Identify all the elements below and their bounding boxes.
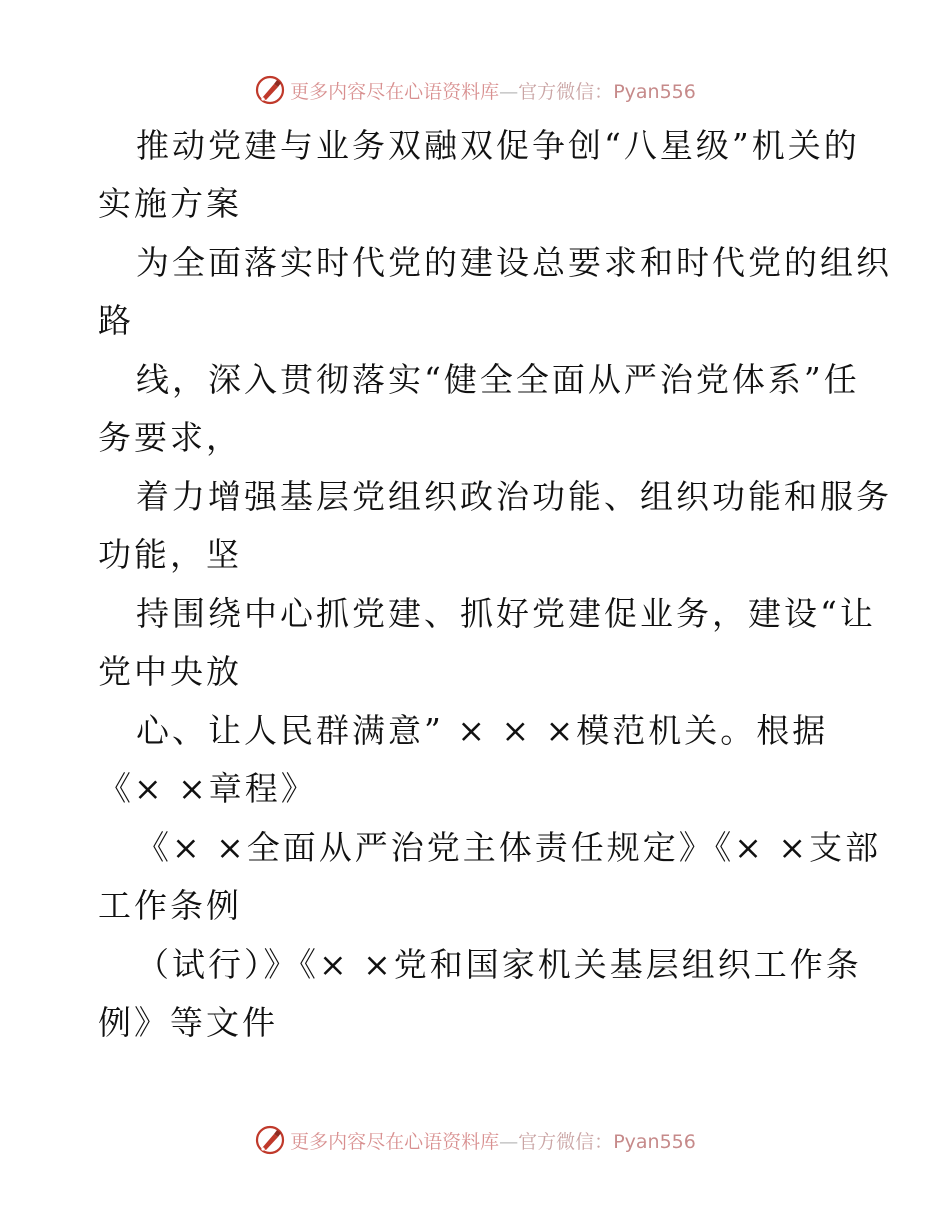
paragraph-line: 路 xyxy=(98,301,134,340)
watermark-footer xyxy=(0,1120,950,1160)
paragraph-line: 为全面落实时代党的建设总要求和时代党的组织 xyxy=(136,243,892,282)
paragraph-line: 实施方案 xyxy=(98,184,242,223)
paragraph-line: 功能，坚 xyxy=(98,535,242,574)
paragraph-line: 心、让人民群满意” × × ×模范机关。根据 xyxy=(136,711,829,750)
watermark-contact: Pyan556 xyxy=(613,1130,696,1153)
watermark-header xyxy=(0,70,950,110)
paragraph-line: 务要求， xyxy=(98,418,242,457)
watermark-brand: 更多内容尽在心语资料库 xyxy=(290,80,500,103)
paragraph-line: 工作条例 xyxy=(98,886,242,925)
watermark-text xyxy=(290,77,696,104)
paragraph-line: 党中央放 xyxy=(98,652,242,691)
paragraph-line: （试行）》《× ×党和国家机关基层组织工作条 xyxy=(136,945,862,984)
paragraph-line: 着力增强基层党组织政治功能、组织功能和服务 xyxy=(136,477,892,516)
paragraph-line: 《× ×全面从严治党主体责任规定》《× ×支部 xyxy=(136,828,882,867)
watermark-text xyxy=(290,1127,696,1154)
pen-logo-icon xyxy=(254,74,286,106)
watermark-sub: 官方微信： xyxy=(518,1130,614,1153)
paragraph-line: 例》等文件 xyxy=(98,1003,278,1042)
watermark-contact: Pyan556 xyxy=(613,80,696,103)
pen-logo-icon xyxy=(254,1124,286,1156)
watermark-sub: 官方微信： xyxy=(518,80,614,103)
watermark-dash: — xyxy=(499,80,519,103)
watermark-brand: 更多内容尽在心语资料库 xyxy=(290,1130,500,1153)
paragraph-line: 持围绕中心抓党建、抓好党建促业务，建设“让 xyxy=(136,594,876,633)
paragraph-line: 《× ×章程》 xyxy=(98,769,317,808)
paragraph-line: 线，深入贯彻落实“健全全面从严治党体系”任 xyxy=(136,360,860,399)
paragraph-line: 推动党建与业务双融双促争创“八星级”机关的 xyxy=(136,126,860,165)
watermark-dash: — xyxy=(499,1130,519,1153)
